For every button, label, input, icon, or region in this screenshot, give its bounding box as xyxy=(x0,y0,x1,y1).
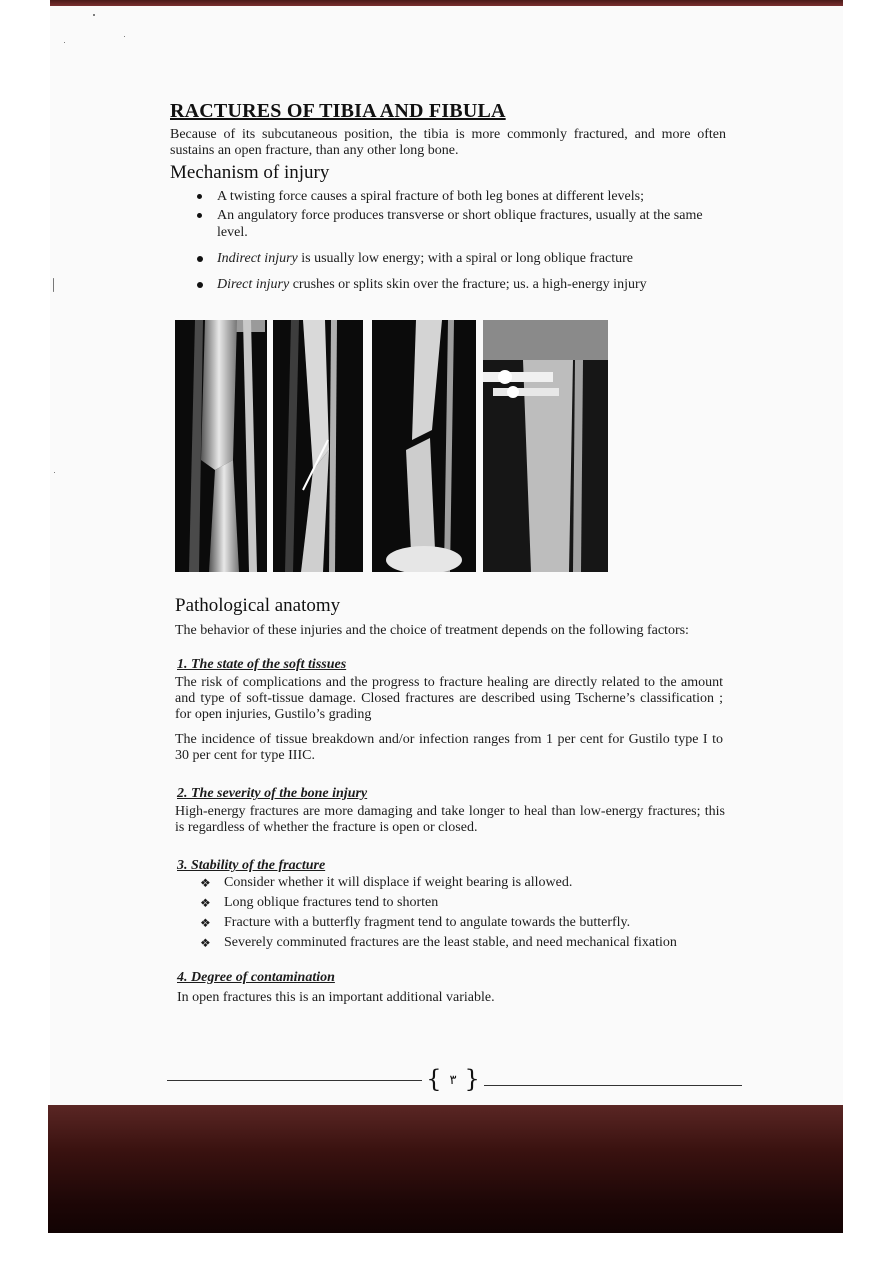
pathological-intro: The behavior of these injuries and the choice of treatment depends on the following factors: xyxy=(175,623,689,638)
xray-image-2 xyxy=(273,320,363,572)
stability-list xyxy=(200,875,728,955)
diamond-bullet-icon: ❖ xyxy=(200,916,211,930)
page-number: { ٣ } xyxy=(426,1065,480,1093)
factor-4-paragraph: In open fractures this is an important additional variable. xyxy=(177,990,495,1005)
bullet-icon xyxy=(197,282,203,288)
list-item-text: A twisting force causes a spiral fracture of both leg bones at different levels; xyxy=(217,189,644,204)
page-number-value: ٣ xyxy=(449,1072,457,1088)
list-item-text: is usually low energy; with a spiral or long oblique fracture xyxy=(297,251,634,266)
factor-1-heading: 1. The state of the soft tissues xyxy=(177,657,347,672)
page-title: RACTURES OF TIBIA AND FIBULA xyxy=(170,100,506,122)
list-item xyxy=(195,250,725,267)
factor-1-paragraph-1: The risk of complications and the progress to fracture healing are directly related to the amount and type of soft-tissue damage. Closed fractures are described using Tscherne’s classification ; for open injuries, Gustilo’s grading xyxy=(175,675,723,722)
list-item xyxy=(200,875,728,891)
mechanism-heading: Mechanism of injury xyxy=(170,162,330,183)
list-item-text: Severely comminuted fractures are the least stable, and need mechanical fixation xyxy=(224,935,677,950)
factor-2-paragraph: High-energy fractures are more damaging and take longer to heal than low-energy fractures; this is regardless of whether the fracture is open or closed. xyxy=(175,804,725,835)
list-item xyxy=(200,915,728,931)
mechanism-list xyxy=(195,188,725,299)
xray-image-3 xyxy=(372,320,476,572)
bullet-icon xyxy=(197,213,202,218)
factor-3-heading: 3. Stability of the fracture xyxy=(177,858,326,873)
footer-rule-right xyxy=(484,1085,742,1086)
scan-speck xyxy=(53,278,54,292)
scan-speck xyxy=(54,472,55,473)
diamond-bullet-icon: ❖ xyxy=(200,936,211,950)
list-item-emphasis: Direct injury xyxy=(217,277,290,292)
list-item xyxy=(200,895,728,911)
bullet-icon xyxy=(197,194,202,199)
xray-image-4 xyxy=(483,320,608,572)
list-item-text: crushes or splits skin over the fracture; us. a high-energy injury xyxy=(289,277,647,292)
scan-speck xyxy=(64,42,65,43)
list-item xyxy=(200,935,728,951)
footer-rule-left xyxy=(167,1080,422,1081)
factor-2-heading: 2. The severity of the bone injury xyxy=(177,786,368,801)
list-item xyxy=(195,207,725,241)
list-item xyxy=(195,276,725,293)
xray-image-1 xyxy=(175,320,267,572)
bullet-icon xyxy=(197,256,203,262)
list-item xyxy=(195,188,725,205)
scan-speck xyxy=(124,36,125,37)
intro-paragraph: Because of its subcutaneous position, the tibia is more commonly fractured, and more often sustains an open fracture, than any other long bone. xyxy=(170,127,726,158)
list-item-text: Long oblique fractures tend to shorten xyxy=(224,895,439,910)
factor-4-heading: 4. Degree of contamination xyxy=(177,970,335,985)
list-item-text: Consider whether it will displace if weight bearing is allowed. xyxy=(224,875,573,890)
list-item-text: Fracture with a butterfly fragment tend to angulate towards the butterfly. xyxy=(224,915,631,930)
pathological-heading: Pathological anatomy xyxy=(175,595,341,616)
list-item-text: An angulatory force produces transverse or short oblique fractures, usually at the same level. xyxy=(217,208,703,240)
scan-background xyxy=(48,1105,843,1233)
list-item-emphasis: Indirect injury xyxy=(217,251,298,266)
diamond-bullet-icon: ❖ xyxy=(200,896,211,910)
scan-speck xyxy=(93,14,95,16)
diamond-bullet-icon: ❖ xyxy=(200,876,211,890)
factor-1-paragraph-2: The incidence of tissue breakdown and/or infection ranges from 1 per cent for Gustilo type I to 30 per cent for type IIIC. xyxy=(175,732,723,763)
